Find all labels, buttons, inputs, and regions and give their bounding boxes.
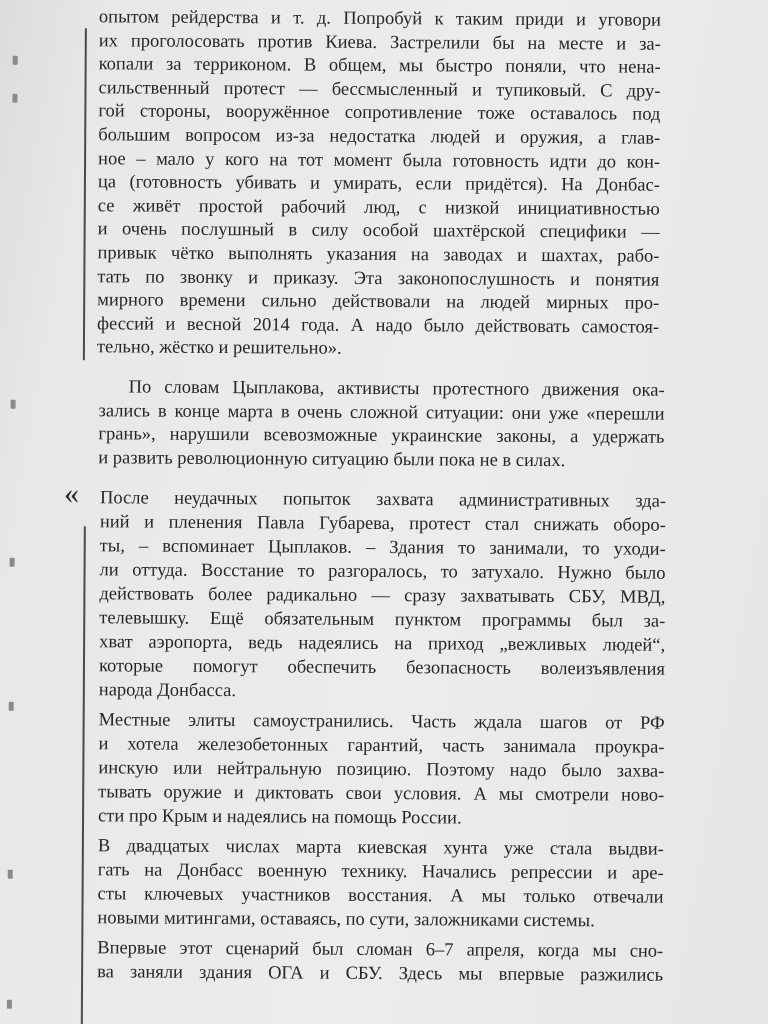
narrative-paragraph <box>98 376 665 474</box>
quote-paragraph <box>99 486 666 705</box>
quote-rule <box>81 526 86 1024</box>
text-line: ний и пленения Павла Губарева, протест стал снижать оборо- <box>99 512 666 536</box>
binding-hole-mark <box>9 702 14 711</box>
text-line: мирного времени сильно действовали на людей мирных про- <box>97 290 660 314</box>
text-line: копали за терриконом. В общем, мы быстро поняли, что нена- <box>98 54 661 78</box>
text-line: сильственный протест — бессмысленный и тупиковый. С дру- <box>98 78 661 102</box>
text-line: действовать более радикально — сразу захватывать СБУ, МВД, <box>99 584 666 608</box>
text-line: новыми митингами, оставаясь, по сути, заложниками системы. <box>97 908 595 932</box>
text-line: гой стороны, вооружённое сопротивление тоже оставалось под <box>98 101 661 126</box>
text-line: В двадцатых числах марта киевская хунта уже стала выдви- <box>97 836 664 860</box>
text-line: фессий и весной 2014 года. А надо было действовать самостоя- <box>97 313 660 338</box>
quote-paragraph <box>98 708 665 831</box>
text-line: большим вопросом из-за недостатка людей и оружия, а глав- <box>98 125 661 149</box>
text-line: тать по звонку и приказу. Эта законопослушность и понятия <box>97 266 660 291</box>
quote-mark: « <box>63 477 80 511</box>
binding-hole-mark <box>7 1000 12 1009</box>
binding-hole-mark <box>11 400 16 409</box>
text-line: которые помогут обеспечить безопасность волеизъявления <box>98 656 666 680</box>
text-line: Впервые этот сценарий был сломан 6–7 апреля, когда мы сно- <box>97 938 664 962</box>
text-line: После неудачных попыток захвата административных зда- <box>99 488 667 512</box>
text-line: ца (готовность убивать и умирать, если придётся). На Донбас- <box>97 172 660 196</box>
text-line: и очень послушный в силу особой шахтёрской специфики — <box>97 219 660 244</box>
text-line: ное – мало у кого на тот момент была готовность идти до кон- <box>98 148 661 173</box>
binding-hole-mark <box>12 94 17 103</box>
binding-hole-mark <box>8 870 13 879</box>
quote-continuation-rule <box>83 28 87 360</box>
text-line: ли оттуда. Восстание то разгоралось, то затухало. Нужно было <box>99 560 666 584</box>
text-line: грань», нарушили всевозможные украинские законы, а удержать <box>98 424 665 448</box>
text-line: сты ключевых участников восстания. А мы только отвечали <box>97 884 664 908</box>
text-line: гать на Донбасс военную технику. Начались репрессии и аре- <box>97 860 664 884</box>
text-line: привык чётко выполнять указания на заводах и шахтах, рабо- <box>97 243 660 267</box>
text-line: и развить революционную ситуацию были пока не в силах. <box>98 448 566 471</box>
binding-hole-mark <box>13 56 18 65</box>
quote-paragraph <box>97 936 663 987</box>
text-line: зались в конце марта в очень сложной ситуации: они уже «перешли <box>98 400 665 425</box>
text-line: инскую или нейтральную позицию. Поэтому надо было захва- <box>98 758 665 782</box>
text-line: се живёт простой рабочий люд, с низкой инициативностью <box>97 196 660 220</box>
text-line: их проголосовать против Киева. Застрелили бы на месте и за- <box>98 30 661 55</box>
text-line: По словам Цыплакова, активисты протестного движения ока- <box>128 377 665 401</box>
text-line: народа Донбасса. <box>98 680 237 702</box>
text-line: Местные элиты самоустранились. Часть ждала шагов от РФ <box>98 710 665 734</box>
text-line: ты, – вспоминает Цыплаков. – Здания то занимали, то уходи- <box>99 536 666 560</box>
text-line: опытом рейдерства и т. д. Попробуй к таким приди и уговори <box>98 7 661 31</box>
binding-hole-mark <box>10 558 15 567</box>
text-line: тельно, жёстко и решительно». <box>96 337 342 360</box>
text-line: тывать оружие и диктовать свои условия. А мы смотрели ново- <box>98 782 665 806</box>
text-line: хват аэропорта, ведь надеялись на приход „вежливых людей“, <box>99 632 666 656</box>
quote-block <box>97 486 666 993</box>
quote-continuation-text <box>97 6 661 363</box>
quote-paragraph <box>97 834 664 933</box>
text-line: и хотела железобетонных гарантий, часть занимала проукра- <box>98 734 665 758</box>
text-line: ва заняли здания ОГА и СБУ. Здесь мы впервые разжились <box>97 962 664 986</box>
text-line: телевышку. Ещё обязательным пунктом программы был за- <box>99 608 666 632</box>
text-line: сти про Крым и надеялись на помощь России. <box>98 806 462 829</box>
